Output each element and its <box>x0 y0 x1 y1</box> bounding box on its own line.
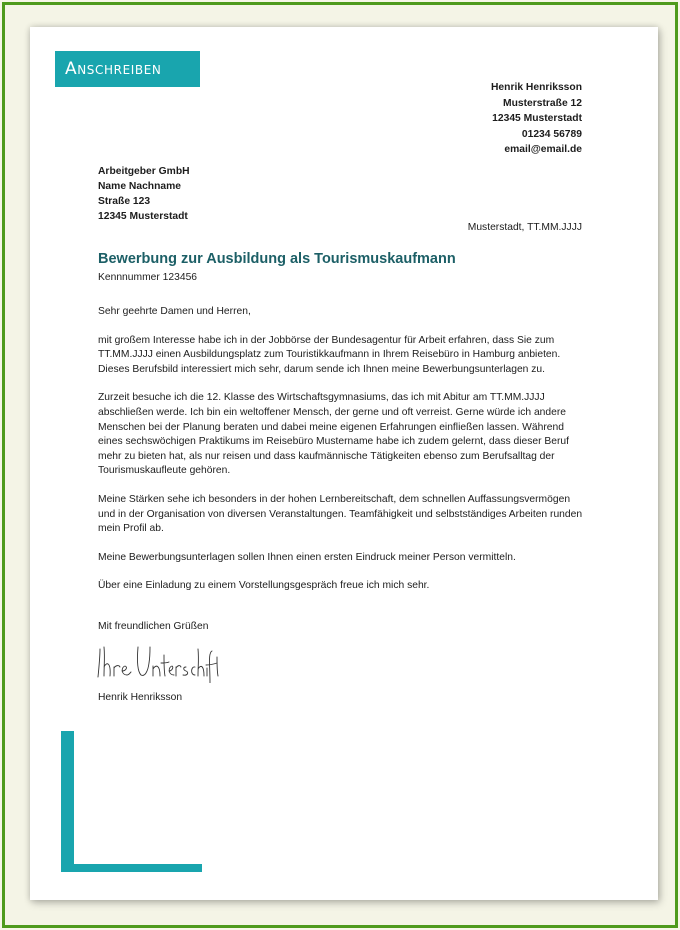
recipient-street: Straße 123 <box>98 196 151 207</box>
signer-name: Henrik Henriksson <box>98 692 183 703</box>
handwritten-signature <box>94 639 220 683</box>
decorative-corner-bar-vertical <box>61 731 74 871</box>
letter-body <box>98 305 588 608</box>
sender-street: Musterstraße 12 <box>503 97 582 109</box>
sender-phone: 01234 56789 <box>521 128 582 140</box>
body-paragraph: Meine Bewerbungsunterlagen sollen Ihnen einen ersten Eindruck meiner Person vermitteln. <box>98 551 516 563</box>
document-type-banner: Anschreiben <box>55 51 200 87</box>
recipient-contact: Name Nachname <box>98 181 181 192</box>
closing-phrase: Mit freundlichen Grüßen <box>98 621 209 632</box>
body-paragraph: Über eine Einladung zu einem Vorstellungsgespräch freue ich mich sehr. <box>98 580 430 592</box>
body-paragraph: Zurzeit besuche ich die 12. Klasse des Wirtschaftsgymnasiums, das ich mit Abitur am TT.MM.JJJJ abschließen werde. Ich bin ein weltoffener Mensch, der gerne und oft verreist. Gerne würde ich andere Menschen bei der Planung beraten und dabei meine eigenen Erfahrungen einfließen lassen. Während eines sechswöchigen Praktikums im Reisebüro Mustername habe ich zudem gelernt, dass dieser Beruf mehr zu bieten hat, als nur reisen und dass kaufmännische Tätigkeiten ebenso zum Berufsalltag der Tourismuskaufleute gehören. <box>98 392 570 477</box>
recipient-address-block <box>98 164 190 224</box>
letter-sheet <box>30 27 658 900</box>
letter-subject: Bewerbung zur Ausbildung als Tourismuskaufmann <box>98 251 456 267</box>
sender-email: email@email.de <box>504 144 582 155</box>
salutation: Sehr geehrte Damen und Herren, <box>98 306 251 317</box>
sender-name: Henrik Henriksson <box>491 82 582 93</box>
sender-city: 12345 Musterstadt <box>492 113 582 124</box>
body-paragraph: mit großem Interesse habe ich in der Jobbörse der Bundesagentur für Arbeit erfahren, dass Sie zum TT.MM.JJJJ einen Ausbildungsplatz zum Touristikkaufmann in Ihrem Reisebüro in Hamburg anbieten. Dieses Berufsbild interessiert mich sehr, darum sende ich Ihnen meine Bewerbungsunterlagen zu. <box>98 334 561 375</box>
decorative-corner-bar-horizontal <box>61 864 202 872</box>
letter-date: Musterstadt, TT.MM.JJJJ <box>467 222 582 233</box>
recipient-city: 12345 Musterstadt <box>98 211 188 222</box>
reference-number: Kennnummer 123456 <box>98 272 198 283</box>
recipient-company: Arbeitgeber GmbH <box>98 166 190 177</box>
sender-address-block <box>491 80 582 158</box>
body-paragraph: Meine Stärken sehe ich besonders in der hohen Lernbereitschaft, dem schnellen Auffassungsvermögen und in der Organisation von diversen Veranstaltungen. Teamfähigkeit und selbstständiges Arbeiten runden mein Profil ab. <box>98 493 583 535</box>
